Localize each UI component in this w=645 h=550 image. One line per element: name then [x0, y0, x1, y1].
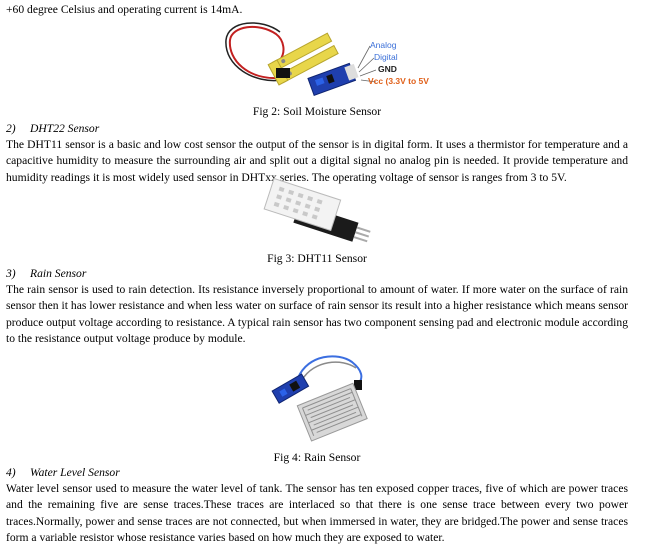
label-digital: Digital [374, 52, 398, 62]
label-vcc: Vcc (3.3V to 5V [368, 76, 429, 86]
label-analog: Analog [370, 40, 397, 50]
intro-tail-text: +60 degree Celsius and operating current is 14mA. [6, 3, 243, 16]
section-heading-rain [6, 266, 628, 282]
label-gnd: GND [378, 64, 397, 74]
section-title: DHT22 Sensor [30, 122, 100, 135]
section-heading-dht22 [6, 121, 628, 137]
section-body-dht22: The DHT11 sensor is a basic and low cost sensor the output of the sensor is in digital form. It uses a thermistor for temperature and a capacitive humidity to measure the surrounding air and split out a digital signal no analog pin is needed. It provide temperature and humidity readings it is most widely used sensor in DHTxx series. The operating voltage of sensor is ranges from 3 to 5V. [6, 138, 628, 184]
fig3-caption: Fig 3: DHT11 Sensor [267, 252, 367, 265]
fig2-caption: Fig 2: Soil Moisture Sensor [252, 105, 382, 118]
section-body-water-level: Water level sensor used to measure the water level of tank. The sensor has ten exposed copper traces, five of which are power traces and the remaining five are sense traces.These traces are interlaced so that there is one sense trace between every two power traces.Normally, power and sense traces are not connected, but when immersed in water, they are bridged.The power and sense traces form a variable resistor whose resistance varies based on how much they are exposed to water. [6, 482, 628, 544]
section-title: Water Level Sensor [30, 466, 120, 479]
section-number: 4) [6, 466, 16, 479]
section-number: 2) [6, 122, 16, 135]
section-heading-water-level [6, 465, 628, 481]
soil-moisture-sensor-image [218, 20, 429, 100]
dht11-sensor-image [258, 188, 378, 248]
rain-sensor-image [268, 350, 378, 446]
section-body-rain: The rain sensor is used to rain detection. Its resistance inversely proportional to amount of water. If more water on the surface of rain sensor then it has lower resistance and when less water on surface of rain sensor its result into a higher resistance which means sensor produce output voltage according to resistance. A typical rain sensor has two component sensing pad and electronic module according to the resistance output voltage produce by module. [6, 283, 628, 345]
section-title: Rain Sensor [30, 267, 87, 280]
fig4-caption: Fig 4: Rain Sensor [273, 451, 361, 464]
section-number: 3) [6, 267, 16, 280]
